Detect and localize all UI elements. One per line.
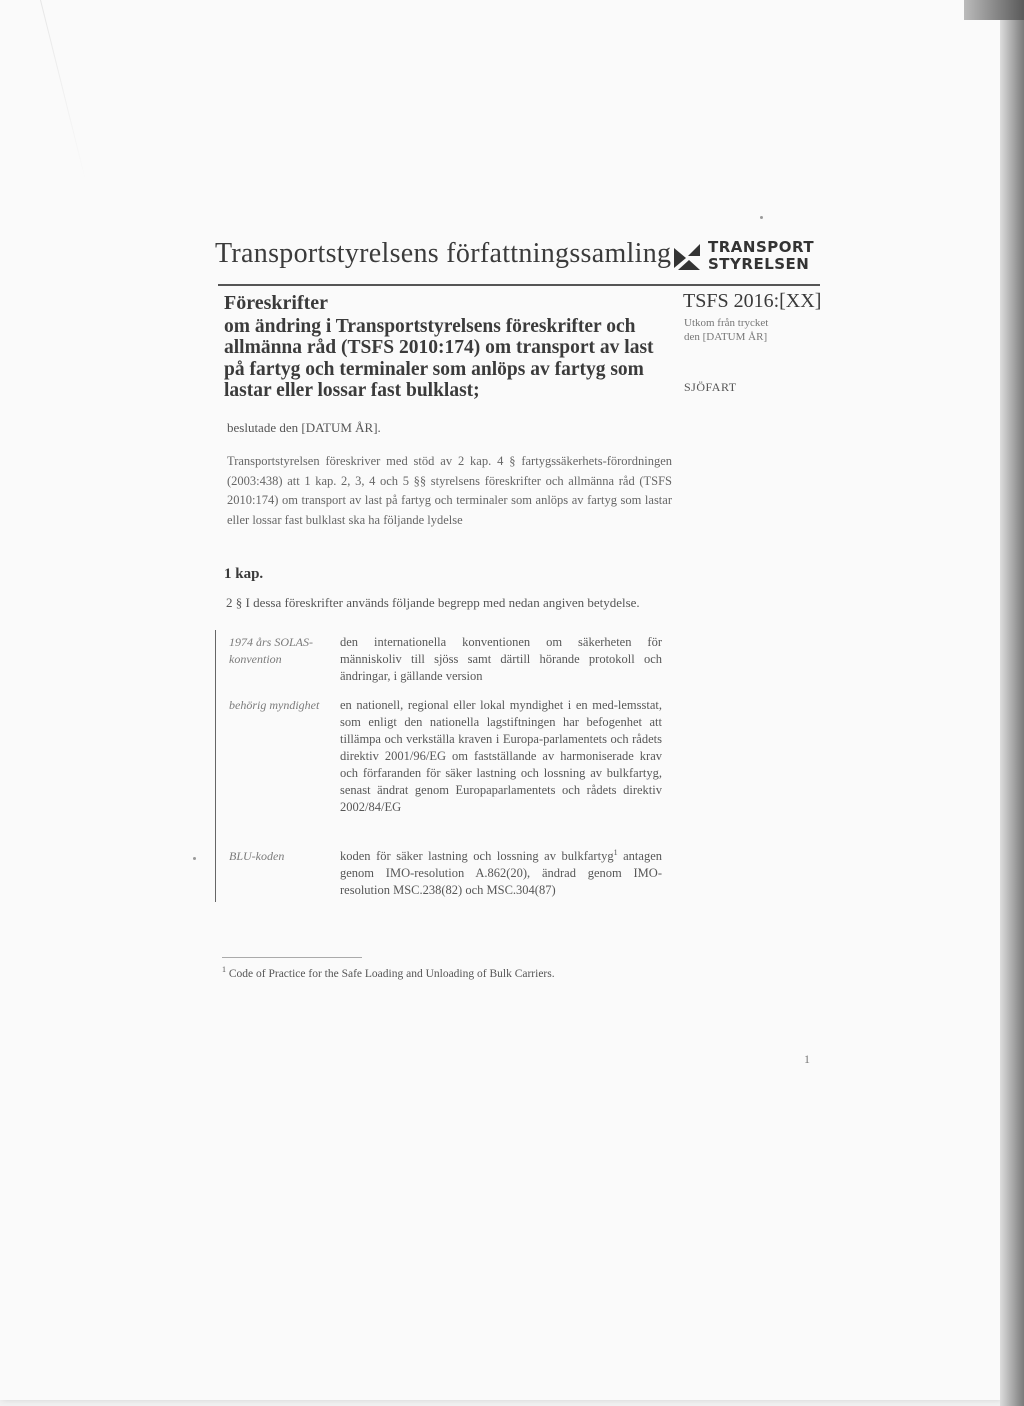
publication-info xyxy=(684,316,768,344)
chapter-heading: 1 kap. xyxy=(224,566,264,582)
header-rule xyxy=(218,284,820,286)
subject-area: SJÖFART xyxy=(684,380,737,394)
definition-text-cont: antagen genom IMO-resolution A.862(20), ändrad genom IMO-resolution MSC.238(82) och MSC.304(87) xyxy=(340,849,663,897)
logo-line-1: TRANSPORT xyxy=(708,238,815,256)
logo-text xyxy=(708,239,814,273)
footnote xyxy=(222,965,555,980)
footnote-marker: 1 xyxy=(222,965,226,975)
scan-edge xyxy=(1000,0,1024,1406)
definition-term: behörig myndighet xyxy=(229,698,320,712)
scan-edge-top xyxy=(964,0,1024,20)
published-line-2: den [DATUM ÅR] xyxy=(684,331,768,343)
series-title: Transportstyrelsens författningssamling xyxy=(215,238,672,269)
scan-speck xyxy=(760,216,763,219)
definition-text xyxy=(340,848,662,899)
definitions-rule xyxy=(215,630,216,902)
document-title: om ändring i Transportstyrelsens föreskrifter och allmänna råd (TSFS 2010:174) om transport av last på fartyg och terminaler som anlöps av fartyg som lastar eller lossar fast bulklast; xyxy=(224,315,654,401)
footnote-ref: 1 xyxy=(613,847,618,857)
paper-crease xyxy=(40,0,87,184)
definition-term: 1974 års SOLAS-konvention xyxy=(229,635,314,666)
footnote-rule xyxy=(222,957,362,958)
footnote-text: Code of Practice for the Safe Loading and Unloading of Bulk Carriers. xyxy=(226,968,555,980)
definition-text-part: koden för säker lastning och lossning av bulkfartyg xyxy=(340,849,614,863)
scan-speck xyxy=(193,857,196,860)
document-kind: Föreskrifter xyxy=(224,292,329,314)
transportstyrelsen-logo xyxy=(672,238,822,278)
definition-term: BLU-koden xyxy=(229,849,285,863)
logo-arrow-icon xyxy=(672,242,702,272)
intro-paragraph: Transportstyrelsen föreskriver med stöd av 2 kap. 4 § fartygssäkerhets-förordningen (2003:438) att 1 kap. 2, 3, 4 och 5 §§ styrelsens föreskrifter och allmänna råd (TSFS 2010:174) om transport av last på fartyg och terminaler som anlöps av fartyg som lastar eller lossar fast bulklast ska ha följande lydelse xyxy=(227,454,672,527)
page-number: 1 xyxy=(804,1052,810,1066)
definition-text: en nationell, regional eller lokal myndighet i en med-lemsstat, som enligt den nationella lagstiftningen har befogenhet att tillämpa och verkställa kraven i Europa-parlamentets och rådets direktiv 2001/96/EG om fastställande av harmoniserade krav och förfaranden för säker lastning och lossning av bulkfartyg, senast ändrat genom Europaparlamentets och rådets direktiv 2002/84/EG xyxy=(340,698,662,814)
published-line-1: Utkom från trycket xyxy=(684,317,769,329)
document-heading xyxy=(224,293,664,402)
decision-date: beslutade den [DATUM ÅR]. xyxy=(227,420,381,435)
tsfs-number: TSFS 2016:[XX] xyxy=(683,290,822,312)
section-paragraph: 2 § I dessa föreskrifter används följande begrepp med nedan angiven betydelse. xyxy=(226,595,640,610)
definition-text: den internationella konventionen om säkerheten för människoliv till sjöss samt därtill hörande protokoll och ändringar, i gällande version xyxy=(340,635,662,683)
logo-line-2: STYRELSEN xyxy=(708,255,810,273)
